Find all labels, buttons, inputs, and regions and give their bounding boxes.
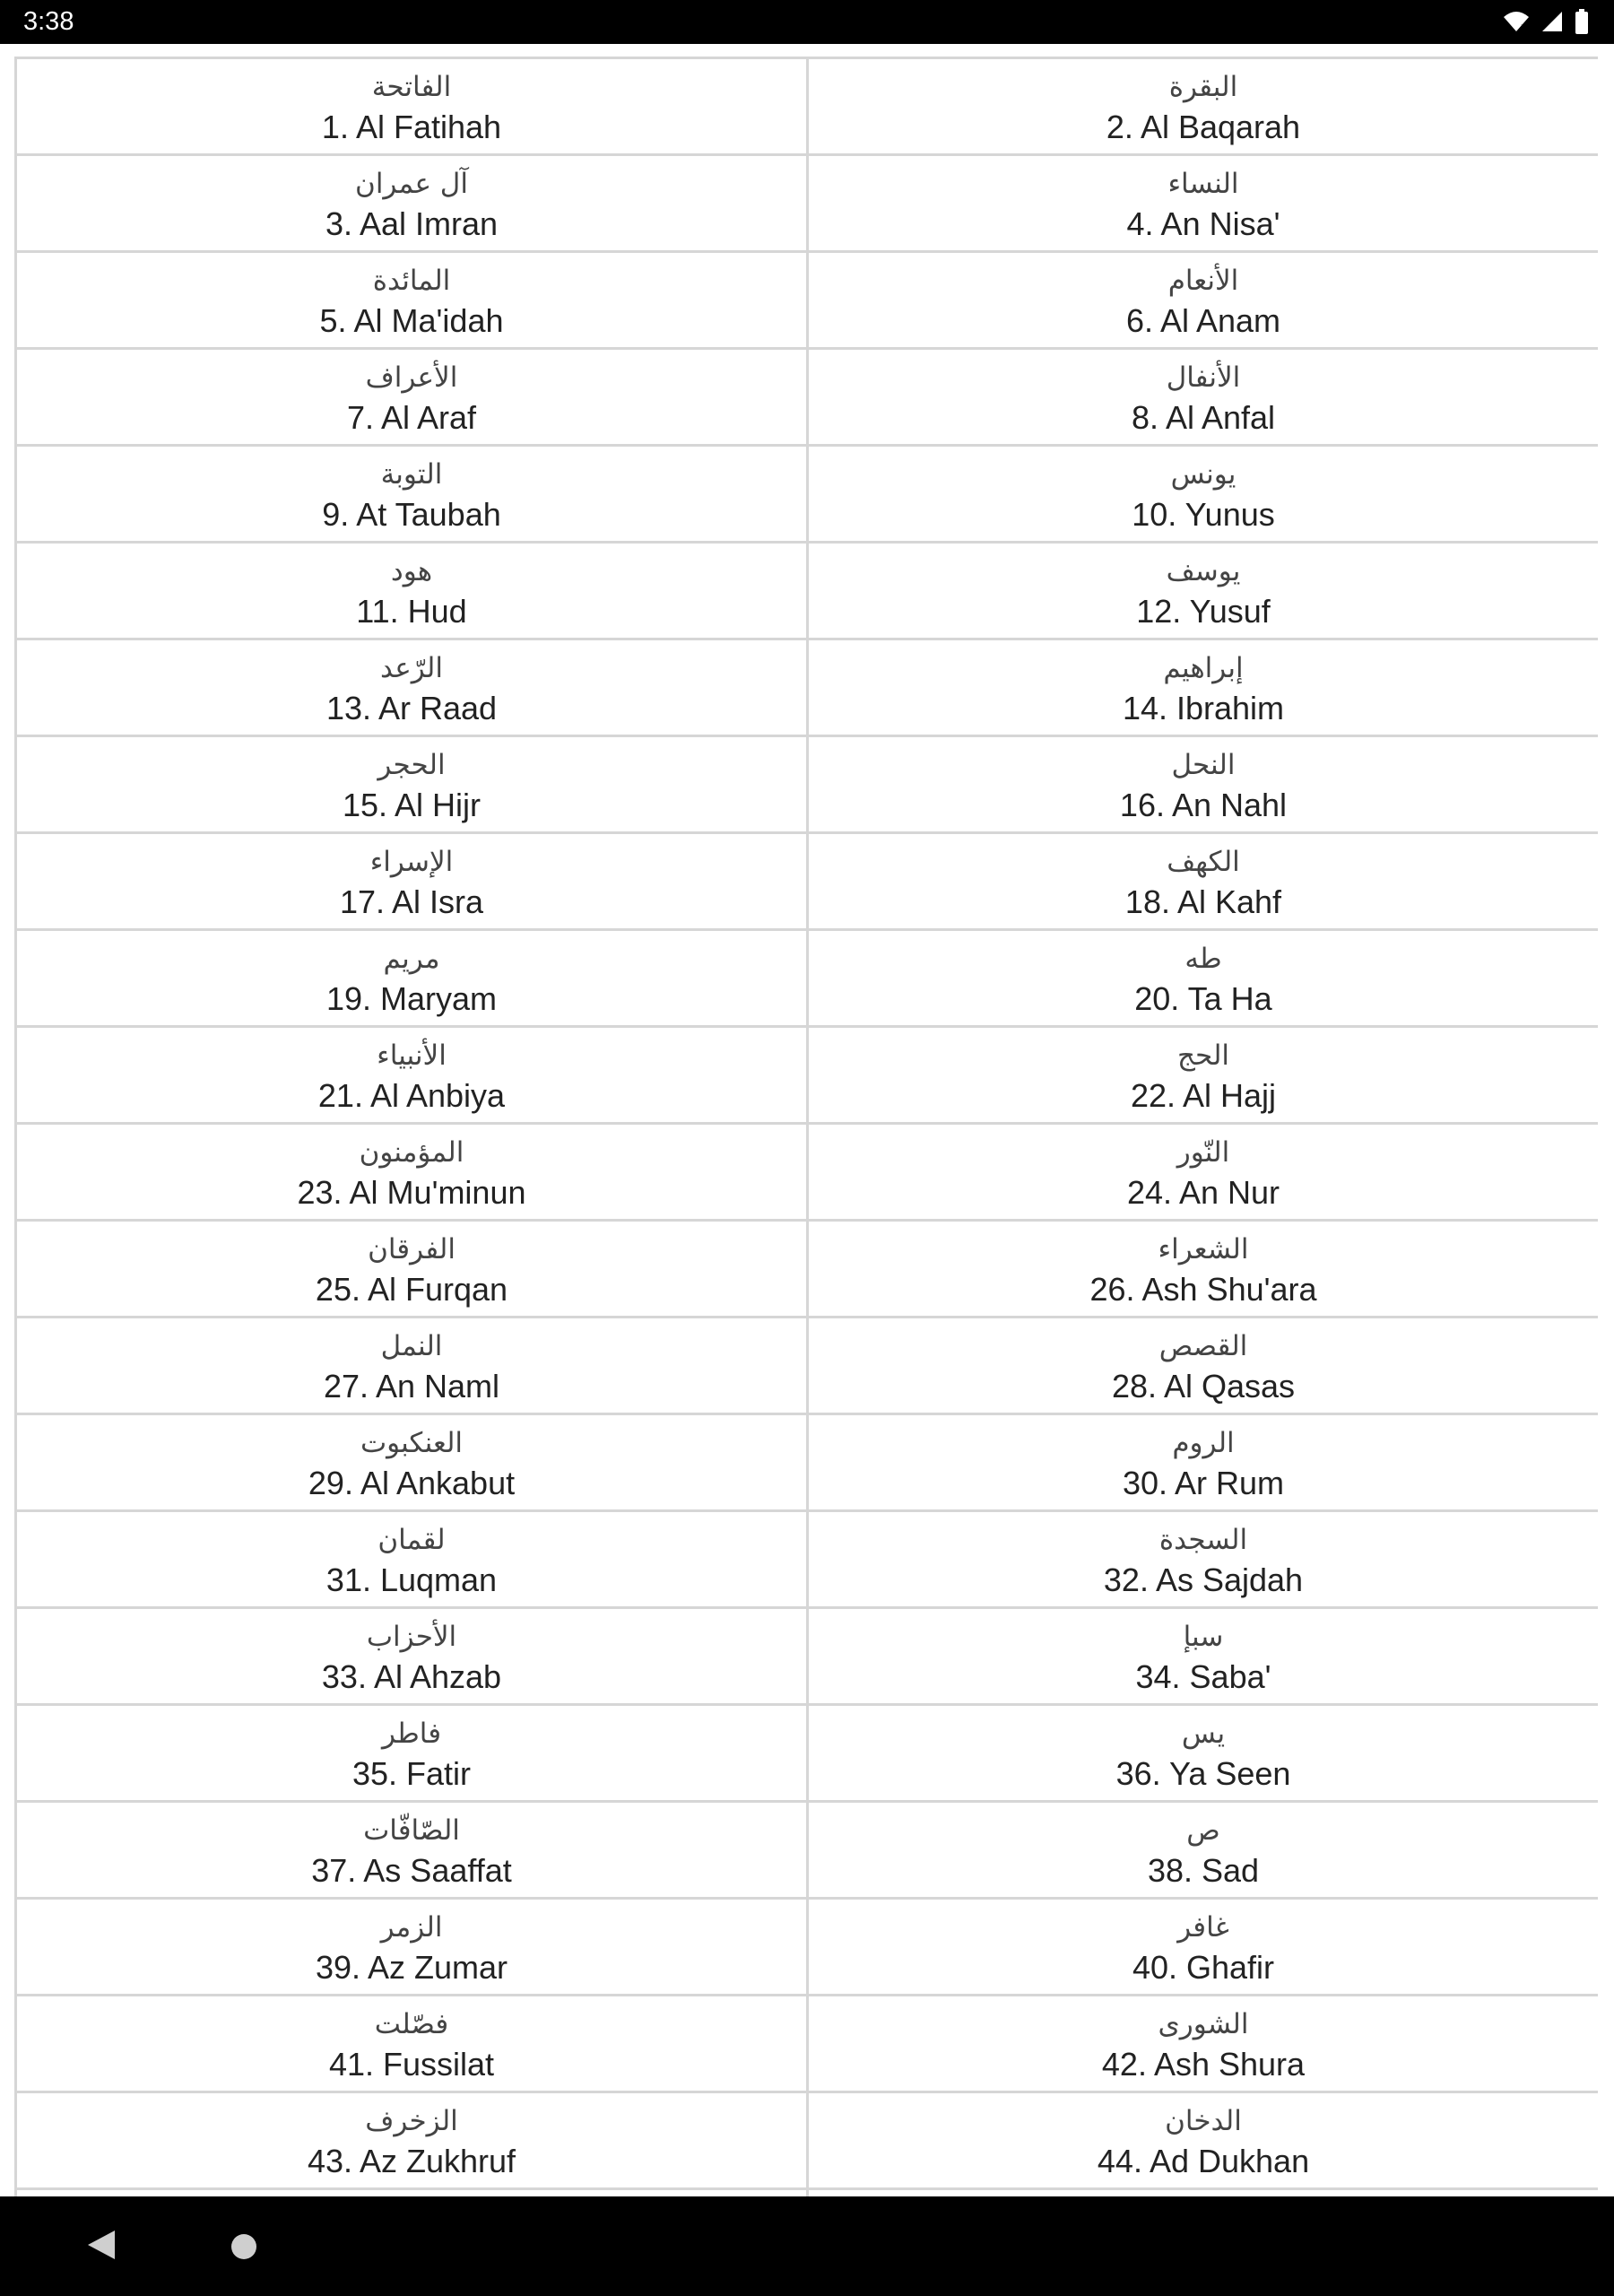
surah-english-name: 8. Al Anfal [1131, 399, 1276, 436]
surah-arabic-name: مريم [383, 943, 440, 975]
surah-arabic-name: ص [1186, 1814, 1220, 1847]
surah-cell[interactable] [14, 1122, 809, 1222]
surah-english-name: 30. Ar Rum [1122, 1465, 1285, 1501]
surah-english-name: 33. Al Ahzab [321, 1658, 502, 1695]
surah-english-name: 26. Ash Shu'ara [1089, 1271, 1317, 1308]
surah-arabic-name: السجدة [1158, 1524, 1248, 1556]
surah-english-name: 35. Fatir [351, 1755, 472, 1792]
surah-cell[interactable] [14, 1025, 809, 1125]
surah-english-name: 29. Al Ankabut [308, 1465, 516, 1501]
surah-english-name: 20. Ta Ha [1134, 980, 1272, 1017]
surah-cell[interactable] [806, 1509, 1598, 1609]
surah-cell[interactable] [14, 541, 809, 640]
surah-cell[interactable] [806, 1316, 1598, 1415]
surah-arabic-name: الأعراف [365, 361, 458, 394]
surah-arabic-name: الأنعام [1167, 265, 1239, 297]
surah-english-name: 16. An Nahl [1119, 787, 1288, 823]
surah-cell[interactable] [14, 928, 809, 1028]
surah-english-name: 27. An Naml [323, 1368, 500, 1405]
surah-cell[interactable] [14, 1316, 809, 1415]
surah-arabic-name: الإسراء [369, 846, 454, 878]
surah-english-name: 21. Al Anbiya [317, 1077, 506, 1114]
surah-cell[interactable] [806, 444, 1598, 544]
surah-arabic-name: الأنفال [1166, 361, 1241, 394]
surah-cell[interactable] [14, 735, 809, 834]
surah-arabic-name: فاطر [381, 1718, 442, 1750]
surah-cell[interactable] [14, 1509, 809, 1609]
surah-cell[interactable] [806, 250, 1598, 350]
surah-arabic-name: الشعراء [1158, 1233, 1249, 1265]
surah-cell[interactable] [14, 444, 809, 544]
surah-english-name: 44. Ad Dukhan [1097, 2143, 1310, 2179]
surah-english-name: 28. Al Qasas [1111, 1368, 1296, 1405]
surah-arabic-name: الفرقان [368, 1233, 456, 1265]
surah-english-name: 25. Al Furqan [315, 1271, 508, 1308]
surah-english-name: 43. Az Zukhruf [307, 2143, 516, 2179]
surah-cell[interactable] [806, 347, 1598, 447]
surah-arabic-name: النحل [1171, 749, 1236, 781]
surah-english-name: 42. Ash Shura [1101, 2046, 1306, 2083]
surah-english-name: 23. Al Mu'minun [297, 1174, 526, 1211]
status-time: 3:38 [23, 7, 74, 36]
surah-cell[interactable] [806, 57, 1598, 156]
surah-cell[interactable] [14, 153, 809, 253]
surah-arabic-name: الأحزاب [366, 1621, 457, 1653]
surah-cell[interactable] [14, 638, 809, 737]
surah-cell[interactable] [806, 831, 1598, 931]
surah-arabic-name: الدخان [1165, 2105, 1242, 2137]
surah-cell[interactable] [806, 1897, 1598, 1996]
surah-arabic-name: يس [1181, 1718, 1226, 1750]
surah-cell[interactable] [806, 541, 1598, 640]
surah-cell[interactable] [14, 1800, 809, 1900]
surah-english-name: 39. Az Zumar [315, 1949, 508, 1986]
surah-cell[interactable] [806, 1413, 1598, 1512]
surah-english-name: 15. Al Hijr [342, 787, 482, 823]
surah-arabic-name: يونس [1170, 458, 1237, 491]
surah-arabic-name: الرّعد [380, 652, 443, 684]
svg-text:x: x [1521, 22, 1526, 32]
surah-english-name: 2. Al Baqarah [1106, 109, 1301, 145]
surah-arabic-name: المائدة [372, 265, 451, 297]
status-bar [0, 0, 1614, 44]
surah-english-name: 34. Saba' [1135, 1658, 1271, 1695]
surah-arabic-name: الحج [1176, 1039, 1230, 1072]
surah-arabic-name: آل عمران [355, 168, 468, 200]
surah-cell[interactable] [14, 57, 809, 156]
surah-cell[interactable] [806, 2187, 1598, 2196]
surah-cell[interactable] [806, 735, 1598, 834]
status-icons [1503, 9, 1589, 34]
surah-arabic-name: الفاتحة [371, 71, 452, 103]
surah-english-name: 38. Sad [1147, 1852, 1260, 1889]
surah-arabic-name: الروم [1172, 1427, 1235, 1459]
battery-icon [1575, 9, 1589, 34]
surah-arabic-name: الشورى [1158, 2008, 1249, 2040]
surah-cell[interactable] [806, 1122, 1598, 1222]
surah-english-name: 1. Al Fatihah [321, 109, 502, 145]
surah-arabic-name: الزخرف [365, 2105, 458, 2137]
surah-cell[interactable] [806, 2091, 1598, 2190]
surah-cell[interactable] [806, 1025, 1598, 1125]
surah-cell[interactable] [806, 153, 1598, 253]
surah-english-name: 3. Aal Imran [325, 205, 499, 242]
wifi-icon [1503, 10, 1530, 33]
surah-cell[interactable] [14, 1703, 809, 1803]
surah-english-name: 41. Fussilat [328, 2046, 495, 2083]
surah-cell[interactable] [14, 250, 809, 350]
surah-english-name: 5. Al Ma'idah [319, 302, 504, 339]
surah-arabic-name: طه [1184, 943, 1222, 975]
surah-cell[interactable] [806, 1800, 1598, 1900]
surah-arabic-name: يوسف [1166, 555, 1241, 587]
surah-arabic-name: البقرة [1168, 71, 1238, 103]
surah-english-name: 13. Ar Raad [325, 690, 498, 726]
surah-cell[interactable] [806, 1219, 1598, 1318]
surah-cell[interactable] [14, 2187, 809, 2196]
surah-english-name: 11. Hud [356, 593, 467, 630]
surah-arabic-name: الزمر [380, 1911, 443, 1944]
surah-arabic-name: سبإ [1183, 1621, 1224, 1653]
surah-cell[interactable] [14, 1219, 809, 1318]
surah-english-name: 40. Ghafir [1132, 1949, 1275, 1986]
surah-english-name: 24. An Nur [1126, 1174, 1280, 1211]
surah-cell[interactable] [806, 1994, 1598, 2093]
surah-english-name: 32. As Sajdah [1103, 1561, 1304, 1598]
surah-english-name: 22. Al Hajj [1130, 1077, 1277, 1114]
surah-arabic-name: لقمان [377, 1524, 446, 1556]
surah-arabic-name: العنكبوت [360, 1427, 464, 1459]
surah-cell[interactable] [14, 2091, 809, 2190]
surah-english-name: 9. At Taubah [322, 496, 501, 533]
surah-english-name: 36. Ya Seen [1115, 1755, 1291, 1792]
navigation-bar [0, 2196, 1614, 2296]
surah-cell[interactable] [806, 638, 1598, 737]
surah-cell[interactable] [14, 347, 809, 447]
back-icon[interactable] [86, 2229, 117, 2265]
surah-arabic-name: الحجر [377, 749, 446, 781]
surah-arabic-name: الكهف [1167, 846, 1240, 878]
surah-cell[interactable] [14, 831, 809, 931]
surah-cell[interactable] [14, 1413, 809, 1512]
surah-english-name: 12. Yusuf [1136, 593, 1271, 630]
surah-english-name: 7. Al Araf [346, 399, 477, 436]
surah-arabic-name: النساء [1167, 168, 1239, 200]
surah-cell[interactable] [14, 1897, 809, 1996]
surah-english-name: 4. An Nisa' [1126, 205, 1280, 242]
surah-cell[interactable] [14, 1994, 809, 2093]
surah-arabic-name: الأنبياء [377, 1039, 447, 1072]
surah-arabic-name: غافر [1177, 1911, 1229, 1944]
surah-cell[interactable] [806, 928, 1598, 1028]
surah-english-name: 10. Yunus [1132, 496, 1275, 533]
surah-english-name: 19. Maryam [325, 980, 498, 1017]
home-icon[interactable] [231, 2234, 256, 2259]
surah-grid [14, 57, 1598, 2196]
surah-arabic-name: إبراهيم [1163, 652, 1244, 684]
surah-arabic-name: النمل [380, 1330, 443, 1362]
surah-arabic-name: هود [390, 555, 433, 587]
surah-cell[interactable] [806, 1606, 1598, 1706]
surah-arabic-name: القصص [1158, 1330, 1248, 1362]
surah-english-name: 14. Ibrahim [1122, 690, 1285, 726]
surah-english-name: 6. Al Anam [1125, 302, 1281, 339]
surah-arabic-name: الصّافّات [363, 1814, 460, 1847]
surah-cell[interactable] [14, 1606, 809, 1706]
surah-list-area [14, 57, 1598, 2196]
surah-english-name: 37. As Saaffat [311, 1852, 512, 1889]
surah-english-name: 18. Al Kahf [1124, 883, 1282, 920]
surah-arabic-name: النّور [1176, 1136, 1230, 1169]
surah-english-name: 17. Al Isra [339, 883, 484, 920]
surah-english-name: 31. Luqman [325, 1561, 498, 1598]
surah-arabic-name: المؤمنون [359, 1136, 464, 1169]
signal-icon [1540, 10, 1564, 33]
surah-arabic-name: فصّلت [374, 2008, 449, 2040]
surah-cell[interactable] [806, 1703, 1598, 1803]
surah-arabic-name: التوبة [380, 458, 443, 491]
